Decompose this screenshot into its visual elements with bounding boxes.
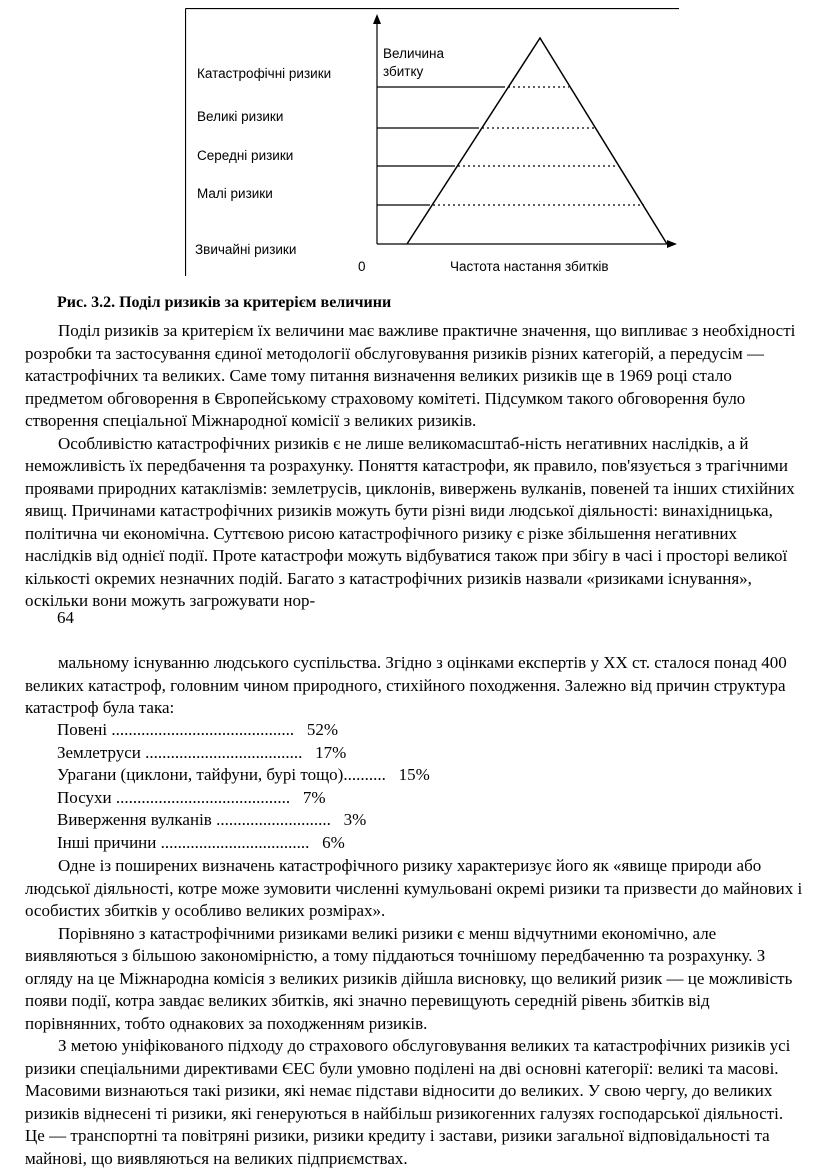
paragraph: Одне із поширених визначень катастрофічного ризику характеризує його як «явище природи або людської діяльності, котре може зумовити численні кумульовані окремі ризики та призвести до майнових і особистих збитків у особливо великих розмірах». xyxy=(25,856,803,920)
list-item xyxy=(57,809,430,832)
y-axis-arrow xyxy=(373,14,381,24)
x-axis-arrow xyxy=(667,240,677,248)
risk-pyramid-figure xyxy=(185,8,679,276)
cause-value: 17% xyxy=(315,742,347,762)
cause-label: Урагани (циклони, тайфуни, бурі тощо).......... xyxy=(57,765,386,784)
list-item xyxy=(57,742,430,765)
list-item xyxy=(57,832,430,855)
cause-value: 7% xyxy=(302,787,326,807)
origin-label: 0 xyxy=(358,259,366,274)
cause-value: 6% xyxy=(322,832,345,852)
catastrophe-causes-list xyxy=(57,719,430,854)
label-large-risks: Великі ризики xyxy=(197,109,284,124)
cause-label: Повені ........................................... xyxy=(57,720,295,739)
text-block-bottom xyxy=(25,855,803,1170)
text-block-continued xyxy=(25,652,803,720)
cause-label: Посухи ......................................... xyxy=(57,787,291,807)
list-item xyxy=(57,787,430,810)
list-item xyxy=(57,764,430,787)
paragraph: Особливістю катастрофічних ризиків є не лише великомасштаб-ність негативних наслідків, а й неможливість їх передбачення та розрахунку. Поняття катастрофи, як правило, пов'язується з трагічними проявами природних катаклізмів: землетрусів, циклонів, вивержень вулканів, повеней та інших стихійних явищ. Причинами катастрофічних ризиків можуть бути різні види людської діяльності: винахідницька, політична чи економічна. Суттєвою рисою катастрофічного ризику є різке збільшення негативних наслідків від однієї події. Проте катастрофи можуть відбуватися також при збігу в часі і просторі великої кількості окремих незначних подій. Багато з катастрофічних ризиків назвали «ризиками існування», оскільки вони можуть загрожувати нор- xyxy=(25,433,795,610)
cause-value: 52% xyxy=(306,720,338,739)
cause-label: Виверження вулканів ........................... xyxy=(57,810,331,829)
figure-caption: Рис. 3.2. Поділ ризиків за критерієм величини xyxy=(57,294,392,311)
page-number: 64 xyxy=(57,608,74,627)
label-catastrophic-risks: Катастрофічні ризики xyxy=(197,66,332,81)
cause-label: Інші причини ................................... xyxy=(57,832,310,852)
label-ordinary-risks: Звичайні ризики xyxy=(195,242,297,257)
pyramid-triangle xyxy=(407,38,667,244)
cause-value: 3% xyxy=(343,810,367,829)
label-medium-risks: Середні ризики xyxy=(197,148,294,163)
y-axis-label-line1: Величина xyxy=(383,46,445,61)
paragraph: Поділ ризиків за критерієм їх величини має важливе практичне значення, що випливає з необхідності розробки та застосування єдиної методології обслуговування ризиків різних категорій, а передусім — катастрофічних та великих. Саме тому питання визначення великих ризиків ще в 1969 році стало предметом обговорення в Європейському страховому комітеті. Підсумком такого обговорення було створення спеціальної Міжнародної комісії з великих ризиків. xyxy=(25,321,796,430)
x-axis-label: Частота настання збитків xyxy=(450,259,609,274)
label-small-risks: Малі ризики xyxy=(197,186,273,201)
cause-label: Землетруси ..................................... xyxy=(57,742,303,762)
cause-value: 15% xyxy=(398,765,430,784)
text-block-top xyxy=(25,320,803,613)
y-axis-label-line2: збитку xyxy=(383,64,424,79)
list-item xyxy=(57,719,430,742)
paragraph: Порівняно з катастрофічними ризиками великі ризики є менш відчутними економічно, але виявляються з більшою закономірністю, а тому піддаються точнішому передбаченню та розрахунку. З огляду на це Міжнародна комісія з великих ризиків дійшла висновку, що великий ризик — це можливість появи події, котра завдає великих збитків, які значно перевищують середній рівень збитків від порівнянних, тобто однакових за походженням ризиків. xyxy=(25,923,793,1033)
paragraph: мальному існуванню людського суспільства. Згідно з оцінками експертів у XX ст. сталося понад 400 великих катастроф, головним чином природного, стихійного походження. Залежно від причин структура катастроф була така: xyxy=(25,653,787,717)
paragraph: З метою уніфікованого підходу до страхового обслуговування великих та катастрофічних ризиків усі ризики спеціальними директивами ЄЕС були умовно поділені на дві основні категорії: великі та масові. Масовими визнаються такі ризики, які немає підстави відносити до великих. У свою чергу, до великих ризиків віднесені ті ризики, які генеруються в найбільш ризикогенних галузях господарської діяльності. Це — транспортні та повітряні ризики, ризики кредиту і застави, ризики загальної відповідальності та майнові, що виявляються на великих підприємствах. xyxy=(25,1036,791,1168)
